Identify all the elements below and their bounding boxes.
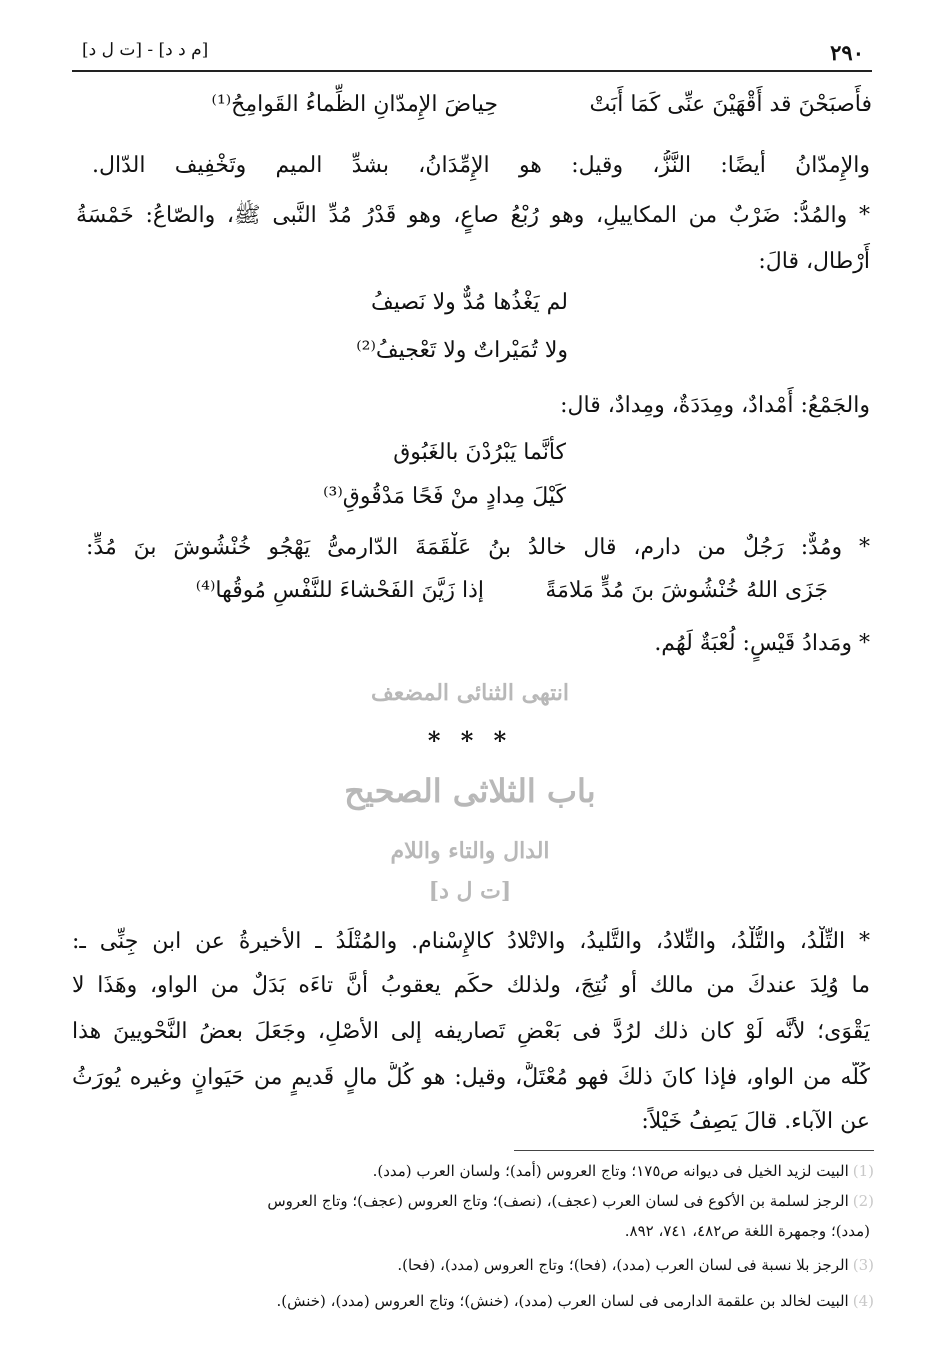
page-number: ٢٩٠	[830, 40, 864, 65]
verse-1-second-hemistich: حِياضَ الإِمدّانِ الظِّماءُ القَوامِحُ⁽¹⁾	[211, 92, 498, 117]
paragraph-line: * التِّلْدُ، والتُّلْدُ، والتِّلادُ، والتَّليدُ، والاتْلادُ كالإِسْنام. والمُتْلَدُ ـ الأخيرةُ عن ابن جِنِّى ـ:	[72, 929, 870, 954]
verse-2-line-1: لم يَغْذُها مُدٌّ ولا نَصيفُ	[370, 290, 568, 315]
footnote-text: الرجز بلا نسبة فى لسان العرب (مدد)، (فحا)؛ وتاج العروس (مدد)، (فحا).	[397, 1256, 849, 1274]
footnote-text: البيت لخالد بن علقمة الدارمى فى لسان العرب (مدد)، (خنش)؛ وتاج العروس (مدد)، (خنش).	[276, 1292, 849, 1310]
verse-2-line-2: ولا تُمَيْراتٌ ولا تَعْجيفُ⁽²⁾	[356, 338, 568, 363]
footnote-number: (3)	[852, 1256, 874, 1274]
footnote	[276, 1288, 874, 1314]
section-end-heading: انتهى الثنائى المضعف	[371, 680, 569, 706]
paragraph-line: ما وُلِدَ عندكَ من مالك أو نُتِجَ، ولذلك حكَم يعقوبُ أَنَّ تاءَه بَدَلٌ من الواو، وهَذَا لا	[72, 973, 870, 998]
header-rule	[72, 70, 872, 72]
verse-3-line-2: كَيْلَ مِدادٍ منْ فَحًا مَدْقُوقِ⁽³⁾	[323, 484, 566, 509]
text-line: أَرْطال، قالَ:	[758, 249, 870, 274]
footnote-number: (4)	[852, 1292, 874, 1310]
text-line: والإِمدّانُ أيضًا: النَّزُّ، وقيل: هو الإِمِّدَانُ، بشدِّ الميم وتَخْفِيف الدّال.	[92, 153, 870, 178]
header-root-range: [م د د] - [ت ل د]	[82, 40, 209, 60]
text-line: * ومُدٌّ: رَجُلٌ من دارم، قال خالدُ بنُ عَلْقَمَةَ الدّارمىُّ يَهْجُو خُنْشُوشَ بنَ مُدٍّ:	[86, 535, 870, 560]
verse-1-first-hemistich: فأَصبَحْنَ قد أَقْهَيْنَ عنِّى كَمَا أَبَتْ	[589, 92, 872, 117]
verse-4-first-hemistich: جَزَى اللهُ خُنْشُوشَ بنَ مُدٍّ مَلامَةً	[545, 578, 828, 603]
footnote-rule	[514, 1150, 874, 1151]
verse-4-second-hemistich: إذا زَيَّنَ الفَحْشاءَ للنَّفْسِ مُوقُها⁽⁴⁾	[195, 578, 484, 603]
footnote-number: (1)	[852, 1162, 874, 1180]
text-line: * والمُدُّ: ضَرْبٌ من المكاييلِ، وهو رُبْعُ صاعٍ، وهو قَدْرُ مُدِّ النَّبى ﷺ، والصّاعُ: خَمْسَةُ	[76, 203, 870, 228]
sub-heading: الدال والتاء واللام	[390, 838, 550, 864]
text-line: * ومَدادُ قَيْسٍ: لُعْبَةٌ لَهُم.	[654, 631, 870, 656]
footnote	[267, 1188, 874, 1214]
text-line: والجَمْعُ: أَمْدادٌ، ومِدَدَةٌ، ومِدادٌ، قال:	[560, 393, 870, 418]
root-heading: [ت ل د]	[428, 878, 512, 904]
paragraph-line: كُلَّه من الواو، فإذا كانَ ذلكَ فهو مُعْتَلٌّ، وقيل: هو كُلُّ مالٍ قَديمٍ من حَيَوانٍ وغيره يُورَثُ	[72, 1065, 870, 1090]
footnote-text: (مدد)؛ وجمهرة اللغة ص٤٨٢، ٧٤١، ٨٩٢.	[624, 1222, 870, 1240]
separator-stars: * * *	[427, 726, 513, 755]
footnote-continuation	[625, 1218, 870, 1244]
paragraph-line: عن الآباء. قالَ يَصِفُ خَيْلاً:	[641, 1109, 870, 1134]
footnote	[397, 1252, 874, 1278]
verse-3-line-1: كأنَّما يَبْرُدْنَ بالغَبُوق	[393, 440, 566, 465]
paragraph-line: يَقْوَى؛ لأنَّه لَوْ كان ذلك لرُدَّ فى بَعْضِ تَصاريفه إلى الأَصْلِ، وجَعَلَ بعضُ النَّحْويينَ هذا	[72, 1019, 870, 1044]
footnote-text: الرجز لسلمة بن الأكوع فى لسان العرب (عجف)، (نصف)؛ وتاج العروس (عجف)؛ وتاج العروس	[267, 1192, 849, 1210]
footnote	[373, 1158, 874, 1184]
footnote-text: البيت لزيد الخيل فى ديوانه ص١٧٥؛ وتاج العروس (أمد)؛ ولسان العرب (مدد).	[372, 1162, 849, 1180]
footnote-number: (2)	[852, 1192, 874, 1210]
chapter-heading: باب الثلاثى الصحيح	[344, 772, 596, 810]
